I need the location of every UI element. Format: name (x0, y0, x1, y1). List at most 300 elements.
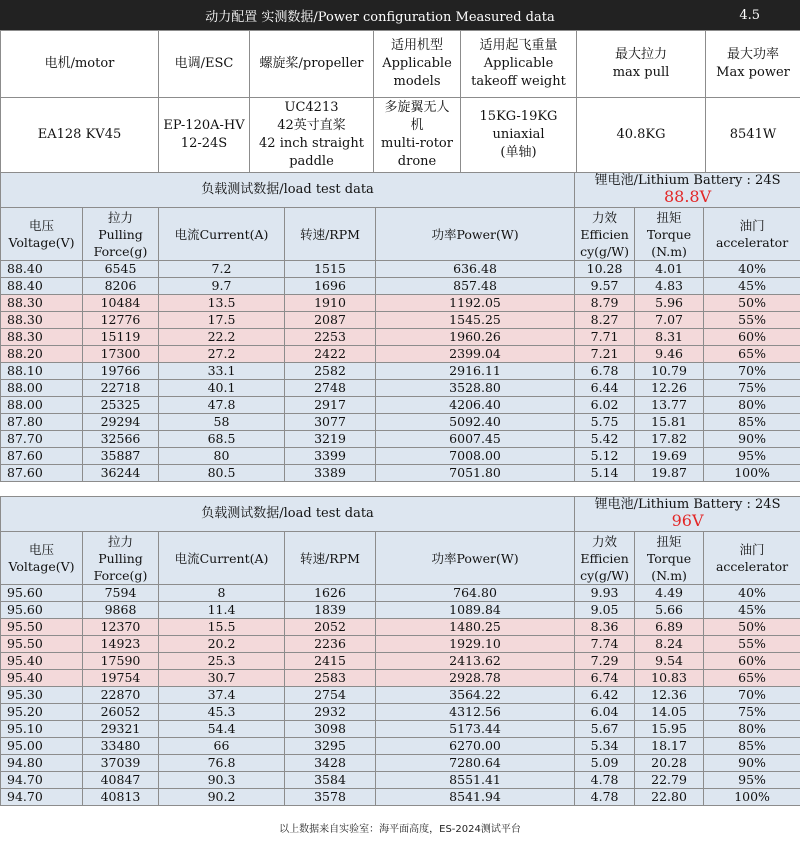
rpm-cell: 2087 (285, 312, 376, 329)
current-cell: 47.8 (159, 397, 285, 414)
current-column-header: 电流Current(A) (159, 208, 285, 261)
load-test-table-2 (0, 496, 800, 806)
current-cell: 80 (159, 448, 285, 465)
efficiency-cell: 6.42 (575, 687, 635, 704)
pull-column-header (83, 208, 159, 261)
efficiency-cell: 6.44 (575, 380, 635, 397)
motor-value: EA128 KV45 (1, 98, 159, 173)
voltage-cell: 95.00 (1, 738, 83, 755)
table-row (1, 465, 800, 482)
torque-cell: 22.80 (635, 789, 704, 806)
power-cell: 636.48 (376, 261, 575, 278)
table-row (1, 704, 800, 721)
motor-header: 电机/motor (1, 31, 159, 98)
throttle-cell: 90% (704, 431, 800, 448)
power-cell: 5092.40 (376, 414, 575, 431)
power-cell: 6270.00 (376, 738, 575, 755)
voltage-en: Voltage(V) (8, 559, 75, 574)
torque-en2: (N.m) (651, 243, 687, 259)
current-cell: 27.2 (159, 346, 285, 363)
throttle-cell: 75% (704, 380, 800, 397)
throttle-cell: 90% (704, 755, 800, 772)
voltage-cell: 88.00 (1, 380, 83, 397)
efficiency-column-header (575, 532, 635, 585)
throttle-en: accelerator (715, 559, 789, 574)
torque-cn: 扭矩 (656, 209, 682, 225)
torque-cell: 10.83 (635, 670, 704, 687)
torque-en1: Torque (646, 226, 692, 242)
torque-cell: 4.01 (635, 261, 704, 278)
table-row (1, 789, 800, 806)
pull-cell: 12776 (83, 312, 159, 329)
efficiency-cell: 7.29 (575, 653, 635, 670)
power-cell: 764.80 (376, 585, 575, 602)
max-power-header (706, 31, 800, 98)
current-cell: 90.3 (159, 772, 285, 789)
current-cell: 7.2 (159, 261, 285, 278)
power-cell: 3564.22 (376, 687, 575, 704)
pull-cn: 拉力 (107, 209, 133, 225)
throttle-cell: 100% (704, 789, 800, 806)
throttle-cell: 95% (704, 772, 800, 789)
table-row (1, 346, 800, 363)
efficiency-cell: 10.28 (575, 261, 635, 278)
torque-cell: 10.79 (635, 363, 704, 380)
pull-cell: 26052 (83, 704, 159, 721)
section-title: 负载测试数据/load test data (1, 173, 575, 208)
weight-header-cn: 适用起飞重量 (479, 38, 558, 53)
voltage-column-header (1, 208, 83, 261)
throttle-column-header (704, 532, 800, 585)
throttle-cell: 55% (704, 312, 800, 329)
torque-cell: 8.31 (635, 329, 704, 346)
torque-cell: 9.54 (635, 653, 704, 670)
current-cell: 66 (159, 738, 285, 755)
efficiency-cell: 6.78 (575, 363, 635, 380)
power-cell: 5173.44 (376, 721, 575, 738)
voltage-cell: 95.40 (1, 653, 83, 670)
rpm-cell: 3098 (285, 721, 376, 738)
weight-value-2: uniaxial (492, 127, 545, 142)
efficiency-cell: 5.42 (575, 431, 635, 448)
power-cell: 2399.04 (376, 346, 575, 363)
pull-cell: 6545 (83, 261, 159, 278)
rpm-cell: 1839 (285, 602, 376, 619)
eff-cn: 力效 (592, 209, 618, 225)
power-cell: 1545.25 (376, 312, 575, 329)
weight-value-1: 15KG-19KG (479, 109, 558, 124)
voltage-cell: 95.40 (1, 670, 83, 687)
power-cell: 1960.26 (376, 329, 575, 346)
power-cell: 1089.84 (376, 602, 575, 619)
table-row (1, 278, 800, 295)
pull-cell: 17300 (83, 346, 159, 363)
efficiency-cell: 9.57 (575, 278, 635, 295)
torque-cell: 13.77 (635, 397, 704, 414)
model-value-3: multi-rotor (381, 136, 453, 151)
current-cell: 76.8 (159, 755, 285, 772)
throttle-cell: 65% (704, 670, 800, 687)
throttle-en: accelerator (715, 235, 789, 250)
power-cell: 7051.80 (376, 465, 575, 482)
efficiency-cell: 8.79 (575, 295, 635, 312)
pull-cell: 8206 (83, 278, 159, 295)
power-cell: 7280.64 (376, 755, 575, 772)
power-column-header: 功率Power(W) (376, 532, 575, 585)
pull-cell: 29294 (83, 414, 159, 431)
pull-cell: 15119 (83, 329, 159, 346)
rpm-cell: 3399 (285, 448, 376, 465)
current-cell: 30.7 (159, 670, 285, 687)
section-title-row (1, 497, 800, 532)
throttle-cell: 50% (704, 295, 800, 312)
rpm-cell: 2253 (285, 329, 376, 346)
pull-cell: 7594 (83, 585, 159, 602)
table-row (1, 721, 800, 738)
current-cell: 37.4 (159, 687, 285, 704)
voltage-cell: 88.40 (1, 261, 83, 278)
efficiency-cell: 5.12 (575, 448, 635, 465)
voltage-cell: 95.50 (1, 636, 83, 653)
efficiency-cell: 7.74 (575, 636, 635, 653)
eff-en1: Efficien (580, 226, 629, 242)
power-column-header: 功率Power(W) (376, 208, 575, 261)
efficiency-cell: 5.09 (575, 755, 635, 772)
weight-value (461, 98, 577, 173)
throttle-cn: 油门 (739, 542, 765, 557)
efficiency-cell: 7.21 (575, 346, 635, 363)
models-header-en2: models (393, 74, 441, 89)
throttle-cell: 85% (704, 414, 800, 431)
voltage-cell: 87.80 (1, 414, 83, 431)
table-row (1, 670, 800, 687)
rpm-cell: 2932 (285, 704, 376, 721)
current-cell: 22.2 (159, 329, 285, 346)
voltage-cell: 95.50 (1, 619, 83, 636)
column-header-row (1, 532, 800, 585)
current-cell: 9.7 (159, 278, 285, 295)
models-value (374, 98, 461, 173)
rpm-cell: 3584 (285, 772, 376, 789)
rpm-cell: 2052 (285, 619, 376, 636)
load-test-table-1 (0, 172, 800, 482)
battery-voltage: 88.8V (663, 187, 712, 206)
table-row (1, 602, 800, 619)
rpm-cell: 1910 (285, 295, 376, 312)
current-column-header: 电流Current(A) (159, 532, 285, 585)
max-pull-header-cn: 最大拉力 (614, 47, 667, 62)
throttle-cell: 75% (704, 704, 800, 721)
max-power-header-en: Max power (716, 65, 790, 80)
model-value-4: drone (397, 154, 437, 169)
pull-cell: 37039 (83, 755, 159, 772)
voltage-cell: 95.30 (1, 687, 83, 704)
pull-column-header (83, 532, 159, 585)
max-power-header-cn: 最大功率 (726, 47, 779, 62)
spec-table (0, 30, 800, 173)
eff-en2: cy(g/W) (580, 243, 629, 259)
max-power-value: 8541W (706, 98, 800, 173)
efficiency-cell: 4.78 (575, 789, 635, 806)
power-cell: 8551.41 (376, 772, 575, 789)
voltage-column-header (1, 532, 83, 585)
current-cell: 90.2 (159, 789, 285, 806)
propeller-header: 螺旋桨/propeller (250, 31, 374, 98)
power-cell: 1192.05 (376, 295, 575, 312)
propeller-value (250, 98, 374, 173)
table-row (1, 397, 800, 414)
voltage-cell: 95.60 (1, 602, 83, 619)
section-title-row (1, 173, 800, 208)
prop-value-2: 42英寸直桨 (277, 118, 346, 133)
pull-cell: 22718 (83, 380, 159, 397)
pull-cell: 17590 (83, 653, 159, 670)
battery-label: 锂电池/Lithium Battery : 24S (594, 173, 781, 188)
pull-cell: 40847 (83, 772, 159, 789)
throttle-cell: 45% (704, 278, 800, 295)
pull-cn: 拉力 (107, 533, 133, 549)
current-cell: 20.2 (159, 636, 285, 653)
rpm-cell: 3077 (285, 414, 376, 431)
table-row (1, 653, 800, 670)
esc-value-model: EP-120A-HV (163, 118, 245, 133)
torque-cell: 12.26 (635, 380, 704, 397)
rpm-cell: 1515 (285, 261, 376, 278)
voltage-cell: 95.20 (1, 704, 83, 721)
table-row (1, 448, 800, 465)
efficiency-cell: 8.27 (575, 312, 635, 329)
voltage-cell: 88.30 (1, 312, 83, 329)
throttle-cell: 70% (704, 363, 800, 380)
battery-info (575, 173, 800, 208)
current-cell: 54.4 (159, 721, 285, 738)
rpm-column-header: 转速/RPM (285, 208, 376, 261)
current-cell: 17.5 (159, 312, 285, 329)
torque-cell: 18.17 (635, 738, 704, 755)
power-cell: 2928.78 (376, 670, 575, 687)
eff-en1: Efficien (580, 550, 629, 566)
column-header-row (1, 208, 800, 261)
battery-label: 锂电池/Lithium Battery : 24S (594, 497, 781, 512)
torque-cell: 14.05 (635, 704, 704, 721)
max-pull-value: 40.8KG (577, 98, 706, 173)
voltage-cell: 88.30 (1, 295, 83, 312)
torque-en1: Torque (646, 550, 692, 566)
current-cell: 58 (159, 414, 285, 431)
voltage-cell: 94.70 (1, 772, 83, 789)
throttle-cell: 80% (704, 721, 800, 738)
table-row (1, 312, 800, 329)
table-row (1, 687, 800, 704)
table-row (1, 585, 800, 602)
current-cell: 13.5 (159, 295, 285, 312)
throttle-cn: 油门 (739, 218, 765, 233)
voltage-cell: 87.60 (1, 448, 83, 465)
pull-cell: 10484 (83, 295, 159, 312)
table-row (1, 363, 800, 380)
table-row (1, 431, 800, 448)
torque-cell: 12.36 (635, 687, 704, 704)
rpm-cell: 2917 (285, 397, 376, 414)
throttle-cell: 80% (704, 397, 800, 414)
prop-value-3: 42 inch straight (259, 136, 364, 151)
rpm-cell: 2754 (285, 687, 376, 704)
voltage-cell: 88.30 (1, 329, 83, 346)
efficiency-cell: 5.75 (575, 414, 635, 431)
efficiency-cell: 5.67 (575, 721, 635, 738)
battery-info (575, 497, 800, 532)
efficiency-cell: 6.04 (575, 704, 635, 721)
throttle-cell: 95% (704, 448, 800, 465)
weight-value-3: (单轴) (500, 145, 537, 160)
table-row (1, 755, 800, 772)
rpm-cell: 3295 (285, 738, 376, 755)
torque-cell: 7.07 (635, 312, 704, 329)
rpm-cell: 2582 (285, 363, 376, 380)
current-cell: 11.4 (159, 602, 285, 619)
pull-cell: 14923 (83, 636, 159, 653)
pull-cell: 40813 (83, 789, 159, 806)
torque-cell: 9.46 (635, 346, 704, 363)
torque-cn: 扭矩 (656, 533, 682, 549)
esc-value-cells: 12-24S (180, 136, 228, 151)
models-header-en1: Applicable (382, 56, 452, 71)
torque-column-header (635, 208, 704, 261)
throttle-cell: 100% (704, 465, 800, 482)
esc-header: 电调/ESC (159, 31, 250, 98)
torque-cell: 5.66 (635, 602, 704, 619)
spec-header-row (1, 31, 800, 98)
pull-cell: 25325 (83, 397, 159, 414)
table-row (1, 738, 800, 755)
model-value-2: 机 (410, 118, 424, 133)
rpm-cell: 2583 (285, 670, 376, 687)
pull-cell: 36244 (83, 465, 159, 482)
prop-value-1: UC4213 (284, 100, 339, 115)
table-row (1, 772, 800, 789)
efficiency-cell: 9.93 (575, 585, 635, 602)
throttle-cell: 40% (704, 585, 800, 602)
pull-en2: Force(g) (93, 567, 148, 583)
throttle-cell: 50% (704, 619, 800, 636)
torque-cell: 15.95 (635, 721, 704, 738)
pull-cell: 9868 (83, 602, 159, 619)
torque-cell: 19.87 (635, 465, 704, 482)
voltage-cell: 88.40 (1, 278, 83, 295)
pull-en1: Pulling (98, 550, 143, 566)
table-row (1, 261, 800, 278)
esc-value (159, 98, 250, 173)
throttle-column-header (704, 208, 800, 261)
weight-header (461, 31, 577, 98)
power-cell: 7008.00 (376, 448, 575, 465)
rpm-cell: 2415 (285, 653, 376, 670)
table-row (1, 619, 800, 636)
voltage-cn: 电压 (28, 218, 54, 233)
table-row (1, 295, 800, 312)
pull-en2: Force(g) (93, 243, 148, 259)
voltage-cell: 88.00 (1, 397, 83, 414)
current-cell: 68.5 (159, 431, 285, 448)
eff-en2: cy(g/W) (580, 567, 629, 583)
rpm-column-header: 转速/RPM (285, 532, 376, 585)
pull-cell: 22870 (83, 687, 159, 704)
pull-cell: 19754 (83, 670, 159, 687)
rpm-cell: 2422 (285, 346, 376, 363)
rpm-cell: 3578 (285, 789, 376, 806)
efficiency-cell: 9.05 (575, 602, 635, 619)
weight-header-en1: Applicable (483, 56, 554, 71)
torque-cell: 20.28 (635, 755, 704, 772)
throttle-cell: 70% (704, 687, 800, 704)
current-cell: 40.1 (159, 380, 285, 397)
torque-en2: (N.m) (651, 567, 687, 583)
pull-en1: Pulling (98, 226, 143, 242)
torque-column-header (635, 532, 704, 585)
eff-cn: 力效 (592, 533, 618, 549)
section-title: 负载测试数据/load test data (1, 497, 575, 532)
torque-cell: 8.24 (635, 636, 704, 653)
efficiency-cell: 5.34 (575, 738, 635, 755)
rpm-cell: 2236 (285, 636, 376, 653)
voltage-cell: 95.60 (1, 585, 83, 602)
voltage-en: Voltage(V) (8, 235, 75, 250)
power-cell: 2413.62 (376, 653, 575, 670)
power-cell: 4206.40 (376, 397, 575, 414)
version-label: 4.5 (739, 7, 760, 23)
footer-note: 以上数据来自实验室：海平面高度，ES-2024测试平台 (279, 824, 521, 835)
weight-header-en2: takeoff weight (471, 74, 566, 89)
pull-cell: 19766 (83, 363, 159, 380)
pull-cell: 35887 (83, 448, 159, 465)
efficiency-cell: 6.02 (575, 397, 635, 414)
title-bar (0, 0, 800, 30)
page-title: 动力配置 实测数据/Power configuration Measured data (205, 9, 555, 25)
power-cell: 1929.10 (376, 636, 575, 653)
efficiency-cell: 8.36 (575, 619, 635, 636)
efficiency-cell: 4.78 (575, 772, 635, 789)
throttle-cell: 85% (704, 738, 800, 755)
voltage-cell: 95.10 (1, 721, 83, 738)
throttle-cell: 65% (704, 346, 800, 363)
torque-cell: 6.89 (635, 619, 704, 636)
current-cell: 80.5 (159, 465, 285, 482)
voltage-cell: 94.70 (1, 789, 83, 806)
battery-voltage: 96V (671, 511, 704, 530)
power-cell: 8541.94 (376, 789, 575, 806)
current-cell: 33.1 (159, 363, 285, 380)
models-header-cn: 适用机型 (390, 38, 443, 53)
power-cell: 4312.56 (376, 704, 575, 721)
voltage-cell: 94.80 (1, 755, 83, 772)
table-row (1, 380, 800, 397)
torque-cell: 15.81 (635, 414, 704, 431)
pull-cell: 29321 (83, 721, 159, 738)
throttle-cell: 40% (704, 261, 800, 278)
pull-cell: 12370 (83, 619, 159, 636)
rpm-cell: 3428 (285, 755, 376, 772)
table-row (1, 329, 800, 346)
power-cell: 6007.45 (376, 431, 575, 448)
rpm-cell: 2748 (285, 380, 376, 397)
power-cell: 3528.80 (376, 380, 575, 397)
power-cell: 1480.25 (376, 619, 575, 636)
power-cell: 2916.11 (376, 363, 575, 380)
current-cell: 45.3 (159, 704, 285, 721)
voltage-cell: 88.20 (1, 346, 83, 363)
efficiency-column-header (575, 208, 635, 261)
current-cell: 15.5 (159, 619, 285, 636)
